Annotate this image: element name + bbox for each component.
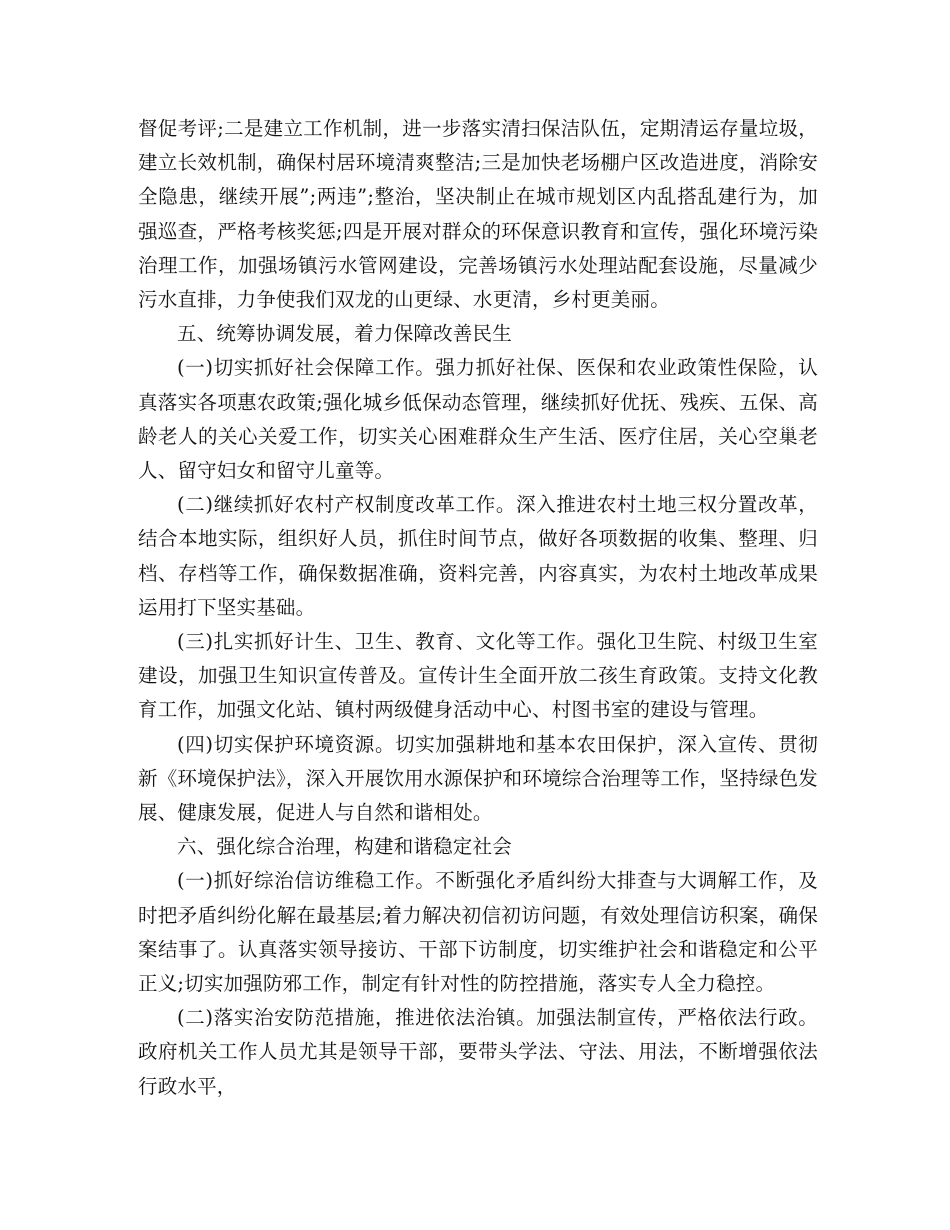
paragraph-health-education: (三)扎实抓好计生、卫生、教育、文化等工作。强化卫生院、村级卫生室建设，加强卫生知识宣传普及。宣传计生全面开放二孩生育政策。支持文化教育工作，加强文化站、镇村两级健身活动中心、村图书室的建设与管理。 (138, 630, 818, 722)
paragraph-property-reform: (二)继续抓好农村产权制度改革工作。深入推进农村土地三权分置改革，结合本地实际，组织好人员，抓住时间节点，做好各项数据的收集、整理、归档、存档等工作，确保数据准确，资料完善，内容真实，为农村土地改革成果运用打下坚实基础。 (138, 493, 818, 619)
section-heading-six: 六、强化综合治理，构建和谐稳定社会 (177, 835, 512, 859)
paragraph-petition-stability: (一)抓好综治信访维稳工作。不断强化矛盾纠纷大排查与大调解工作，及时把矛盾纠纷化解在最基层;着力解决初信初访问题，有效处理信访积案，确保案结事了。认真落实领导接访、干部下访制度，切实维护社会和谐稳定和公平正义;切实加强防邪工作，制定有针对性的防控措施，落实专人全力稳控。 (138, 869, 818, 996)
document-body (138, 112, 818, 1104)
paragraph-environment-protection: (四)切实保护环境资源。切实加强耕地和基本农田保护，深入宣传、贯彻新《环境保护法》，深入开展饮用水源保护和环境综合治理等工作，坚持绿色发展、健康发展，促进人与自然和谐相处。 (138, 732, 818, 825)
paragraph-rule-of-law: (二)落实治安防范措施，推进依法治镇。加强法制宣传，严格依法行政。政府机关工作人员尤其是领导干部，要带头学法、守法、用法，不断增强依法行政水平， (138, 1006, 818, 1098)
paragraph-continued-environment: 督促考评;二是建立工作机制，进一步落实清扫保洁队伍，定期清运存量垃圾，建立长效机制，确保村居环境清爽整洁;三是加快老场棚户区改造进度，消除安全隐患，继续开展”;两违”;整治，坚决制止在城市规划区内乱搭乱建行为，加强巡查，严格考核奖惩;四是开展对群众的环保意识教育和宣传，强化环境污染治理工作，加强场镇污水管网建设，完善场镇污水处理站配套设施，尽量减少污水直排，力争使我们双龙的山更绿、水更清，乡村更美丽。 (138, 117, 818, 312)
paragraph-social-security: (一)切实抓好社会保障工作。强力抓好社保、医保和农业政策性保险，认真落实各项惠农政策;强化城乡低保动态管理，继续抓好优抚、残疾、五保、高龄老人的关心关爱工作，切实关心困难群众生产生活、医疗住居，关心空巢老人、留守妇女和留守儿童等。 (138, 356, 818, 483)
section-heading-five: 五、统筹协调发展，着力保障改善民生 (177, 322, 512, 346)
